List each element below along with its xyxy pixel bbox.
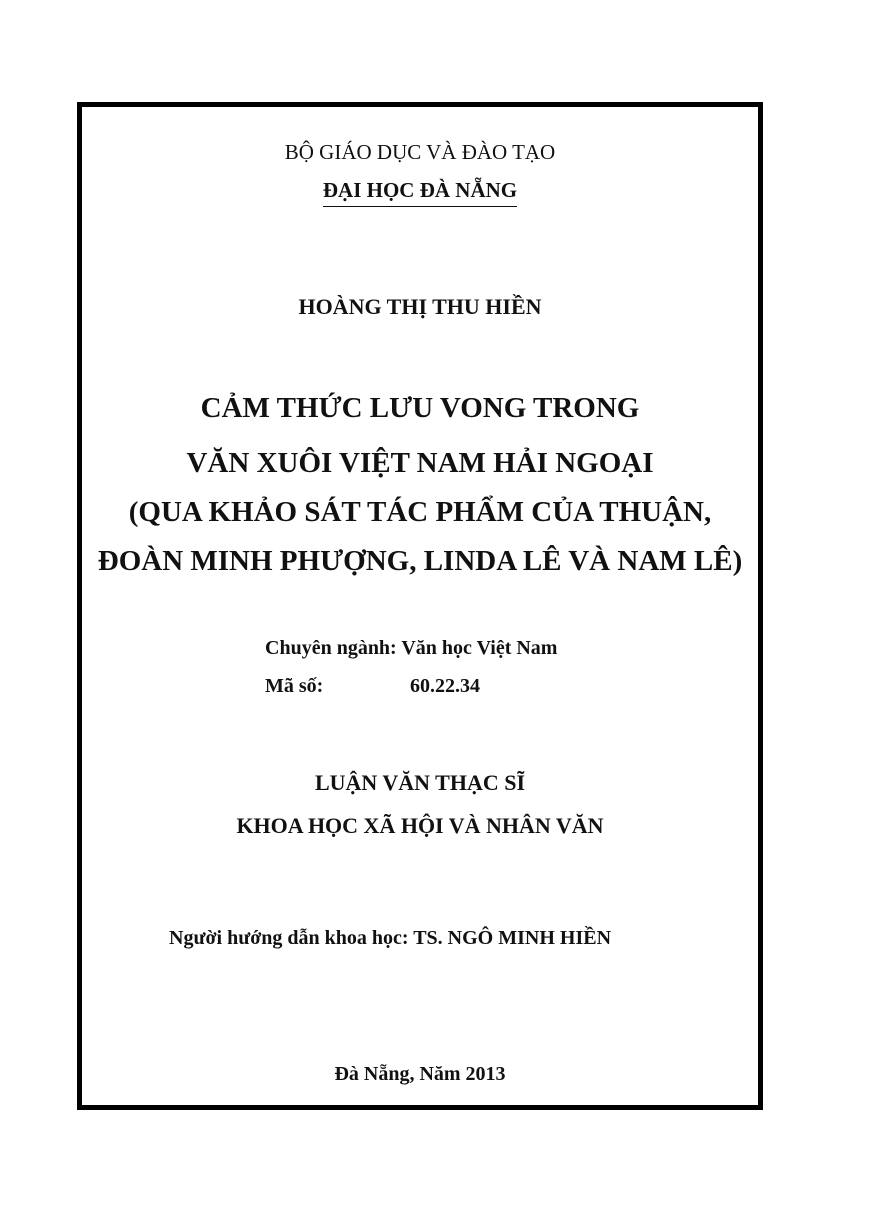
thesis-title-line-1: CẢM THỨC LƯU VONG TRONG: [200, 392, 640, 424]
place-and-year: Đà Nẵng, Năm 2013: [334, 1063, 506, 1085]
degree-field: KHOA HỌC XÃ HỘI VÀ NHÂN VĂN: [236, 813, 604, 838]
ministry-name: BỘ GIÁO DỤC VÀ ĐÀO TẠO: [284, 140, 556, 164]
thesis-title-line-2: VĂN XUÔI VIỆT NAM HẢI NGOẠI: [186, 447, 654, 479]
university-name: [77, 178, 763, 203]
advisor-name: TS. NGÔ MINH HIỀN: [413, 927, 612, 949]
code-row: [265, 675, 480, 698]
thesis-title-line-3: (QUA KHẢO SÁT TÁC PHẨM CỦA THUẬN,: [128, 496, 712, 528]
degree-type: LUẬN VĂN THẠC SĨ: [314, 770, 526, 795]
author-name: HOÀNG THỊ THU HIỀN: [298, 294, 542, 319]
advisor-label: Người hướng dẫn khoa học:: [169, 927, 409, 949]
inner-border: [81, 106, 759, 1106]
code-label: Mã số:: [265, 675, 324, 697]
specialization-row: [265, 637, 557, 660]
thesis-title-line-4: ĐOÀN MINH PHƯỢNG, LINDA LÊ VÀ NAM LÊ): [97, 545, 743, 577]
advisor-row: [169, 927, 611, 950]
code-value: 60.22.34: [410, 675, 480, 697]
specialization-label: Chuyên ngành:: [265, 637, 397, 659]
university-name-text: ĐẠI HỌC ĐÀ NẴNG: [323, 178, 517, 207]
specialization-value: Văn học Việt Nam: [401, 637, 558, 659]
